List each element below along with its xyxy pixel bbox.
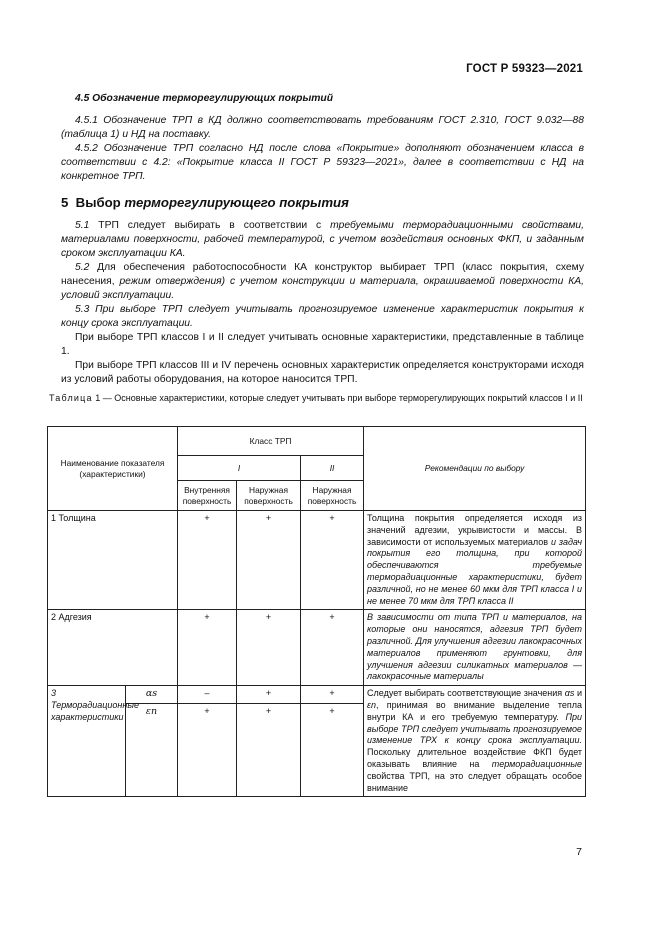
characteristics-table	[47, 426, 586, 797]
header-class-i: I	[178, 456, 301, 481]
table-row: 2 Адгезия + + + В зависимости от типа ТРП и материалов, на которые они наносятся, адгезия ТРП будет различной. Для улучшения адгезии лакокрасочных материалов применяют грунтовки, для улучшения адгезии силикатных материалов — лакокрасочные материалы	[48, 610, 586, 686]
paragraph-5-5: При выборе ТРП классов III и IV перечень основных характеристик определяется конструкторами исходя из условий работы оборудования, на которое наносится ТРП.	[61, 360, 584, 385]
header-recommendations: Рекомендации по выбору	[364, 427, 586, 511]
section-title-plain: Выбор	[75, 195, 121, 210]
section-title-italic: терморегулирующего покрытия	[124, 195, 349, 210]
row-name: 1 Толщина	[48, 511, 178, 610]
table-row: 1 Толщина + + + Толщина покрытия определяется исходя из значений адгезии, укрывистости и массы. В зависимости от используемых материалов и задач покрытия его толщина, при которой обеспечиваются требуемые терморадиационные характеристики, будет различной, но не менее 60 мкм для ТРП класса I и не менее 70 мкм для ТРП класса II	[48, 511, 586, 610]
section-title	[61, 195, 349, 210]
paragraph-5-1: 5.1 ТРП следует выбирать в соответствии с требуемыми терморадиационными свойствами, материалами поверхности, рабочей температурой, с учетом воздействия основных ФКП, и заданным сроком эксплуатации КА.	[61, 220, 584, 259]
doc-header: ГОСТ Р 59323—2021	[466, 63, 583, 75]
paragraph-5-3: 5.3 При выборе ТРП следует учитывать прогнозируемое изменение характеристик покрытия к концу срока эксплуатации.	[61, 304, 584, 329]
paragraph-4-5-1: 4.5.1 Обозначение ТРП в КД должно соответствовать требованиям ГОСТ 2.310, ГОСТ 9.032—88 (таблица 1) и НД на поставку.	[61, 115, 584, 140]
paragraph-5-2: 5.2 Для обеспечения работоспособности КА конструктор выбирает ТРП (класс покрытия, схему нанесения, режим отверждения) с учетом конструкции и материала, окрашиваемой поверхности КА, условий эксплуатации.	[61, 262, 584, 301]
header-name: Наименование показателя (характеристики)	[48, 427, 178, 511]
header-outer-surface-i: Наружная поверхность	[237, 481, 301, 511]
row-recommendation: Следует выбирать соответствующие значения αs и εn, принимая во внимание выделение тепла внутри КА и его требуемую температуру. При выборе ТРП следует учитывать прогнозируемое изменение ТРХ к концу срока эксплуатации. Поскольку длительное воздействие ФКП будет оказывать влияние на терморадиационные свойства ТРП, на это следует обращать особое внимание	[364, 686, 586, 797]
table-row: εn + + +	[48, 704, 586, 797]
header-outer-surface-ii: Наружная поверхность	[301, 481, 364, 511]
section-4-5	[61, 92, 584, 184]
paragraph-5-4: При выборе ТРП классов I и II следует учитывать основные характеристики, представленные в таблице 1.	[61, 332, 584, 357]
row-name: 2 Адгезия	[48, 610, 178, 686]
header-class: Класс ТРП	[178, 427, 364, 456]
row-recommendation: Толщина покрытия определяется исходя из значений адгезии, укрывистости и массы. В зависимости от используемых материалов и задач покрытия его толщина, при которой обеспечиваются требуемые терморадиационные характеристики, будет различной, но не менее 60 мкм для ТРП класса I и не менее 70 мкм для ТРП класса II	[364, 511, 586, 610]
table-caption: Таблица 1 — Основные характеристики, которые следует учитывать при выборе терморегулирующих покрытий классов I и II	[49, 393, 583, 403]
header-inner-surface: Внутренняя поверхность	[178, 481, 237, 511]
symbol-alpha: αs	[126, 686, 178, 704]
section-5-body	[61, 219, 584, 387]
paragraph-4-5-2: 4.5.2 Обозначение ТРП согласно НД после слова «Покрытие» дополняют обозначением класса в соответствии с 4.2: «Покрытие класса II ГОСТ Р 59323—2021», далее в соответствии с НД на конкретное ТРП.	[61, 143, 584, 182]
table-row: 3 Терморадиационные характеристики αs – + + Следует выбирать соответствующие значения αs и εn, принимая во внимание выделение тепла внутри КА и его требуемую температуру. При выборе ТРП следует учитывать прогнозируемое изменение ТРХ к концу срока эксплуатации. Поскольку длительное воздействие ФКП будет оказывать влияние на терморадиационные свойства ТРП, на это следует обращать особое внимание	[48, 686, 586, 704]
row-name: 3 Терморадиационные характеристики	[48, 686, 126, 797]
row-recommendation: В зависимости от типа ТРП и материалов, на которые они наносятся, адгезия ТРП будет различной. Для улучшения адгезии лакокрасочных материалов применяют грунтовки, для улучшения адгезии силикатных материалов — лакокрасочные материалы	[364, 610, 586, 686]
section-number: 5	[61, 195, 69, 210]
subsection-title: 4.5 Обозначение терморегулирующих покрытий	[75, 93, 334, 104]
page-number: 7	[576, 846, 582, 858]
symbol-epsilon: εn	[126, 704, 178, 797]
header-class-ii: II	[301, 456, 364, 481]
